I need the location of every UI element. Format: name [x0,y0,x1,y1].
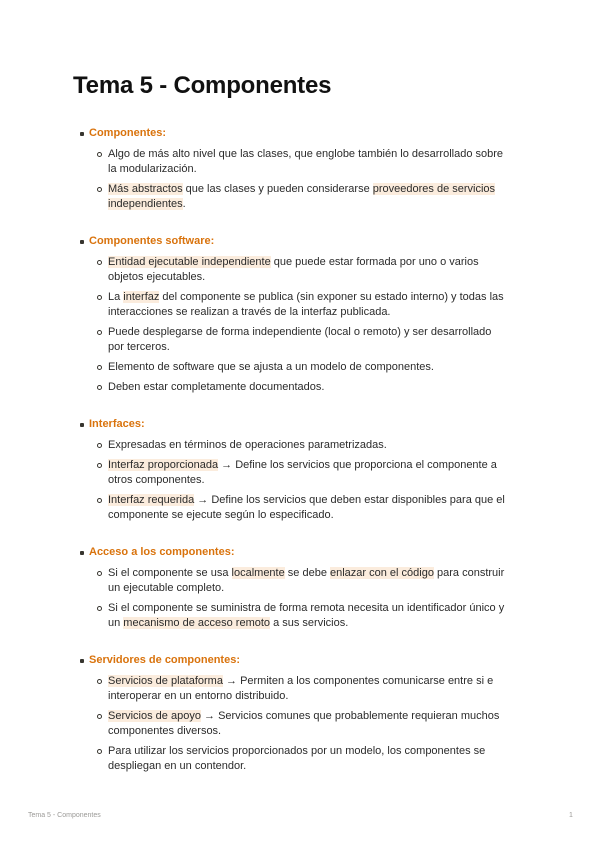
list-item [108,380,508,395]
section-heading: Servidores de componentes: [74,653,514,668]
highlighted-text: Interfaz proporcionada [108,459,219,471]
text-segment: → Define los servicios que deben estar disponibles para que el componente se ejecute según lo especificado. [108,494,505,521]
sub-list [74,438,514,523]
section-heading: Componentes software: [74,234,514,249]
page-number: 1 [569,812,573,819]
list-item [108,566,508,596]
list-item [108,325,508,355]
section [74,653,514,774]
section [74,234,514,395]
list-item [108,255,508,285]
list-item [108,601,508,631]
list-item [108,438,508,453]
text-segment: Para utilizar los servicios proporcionados por un modelo, los componentes se despliegan en un contendor. [108,745,486,772]
highlighted-text: enlazar con el código [330,567,434,579]
list-item [108,182,508,212]
text-segment: a sus servicios. [270,617,349,629]
list-item [108,493,508,523]
text-segment: del componente se publica (sin exponer su estado interno) y todas las interacciones se realizan a través de la interfaz publicada. [108,291,504,318]
text-segment: → Servicios comunes que probablemente requieran muchos componentes diversos. [108,710,500,737]
list-item [108,290,508,320]
section [74,126,514,212]
section-heading: Acceso a los componentes: [74,545,514,560]
list-item [108,744,508,774]
highlighted-text: Más abstractos [108,183,183,195]
text-segment: Deben estar completamente documentados. [108,381,325,393]
page-title: Tema 5 - Componentes [73,72,332,99]
text-segment: Algo de más alto nivel que las clases, que englobe también lo desarrollado sobre la modularización. [108,148,504,175]
text-segment: Elemento de software que se ajusta a un modelo de componentes. [108,361,434,373]
highlighted-text: mecanismo de acceso remoto [123,617,271,629]
text-segment: . [182,198,186,210]
highlighted-text: Interfaz requerida [108,494,195,506]
list-item [108,147,508,177]
highlighted-text: Entidad ejecutable independiente [108,256,271,268]
list-item [108,709,508,739]
text-segment: para construir un ejecutable completo. [108,567,505,594]
section-heading: Interfaces: [74,417,514,432]
section-heading: Componentes: [74,126,514,141]
footer-title: Tema 5 - Componentes [28,812,101,819]
list-item [108,674,508,704]
text-segment: Si el componente se usa [108,567,232,579]
document-body [74,126,514,796]
sub-list [74,255,514,395]
sub-list [74,566,514,631]
sub-list [74,147,514,212]
list-item [108,458,508,488]
highlighted-text: Servicios de apoyo [108,710,201,722]
highlighted-text: localmente [231,567,285,579]
text-segment: Si el componente se suministra de forma remota necesita un identificador único y un [108,602,505,629]
highlighted-text: interfaz [123,291,160,303]
text-segment: La [108,291,124,303]
text-segment: → Permiten a los componentes comunicarse entre si e interoperar en un entorno distribuido. [108,675,494,702]
highlighted-text: proveedores de servicios independientes [108,183,496,210]
text-segment: que las clases y pueden considerarse [182,183,373,195]
text-segment: Puede desplegarse de forma independiente (local o remoto) y ser desarrollado por terceros. [108,326,492,353]
text-segment: Expresadas en términos de operaciones parametrizadas. [108,439,387,451]
text-segment: → Define los servicios que proporciona el componente a otros componentes. [108,459,497,486]
highlighted-text: Servicios de plataforma [108,675,223,687]
list-item [108,360,508,375]
text-segment: se debe [284,567,330,579]
section [74,417,514,523]
section [74,545,514,631]
sub-list [74,674,514,774]
text-segment: que puede estar formada por uno o varios objetos ejecutables. [108,256,479,283]
